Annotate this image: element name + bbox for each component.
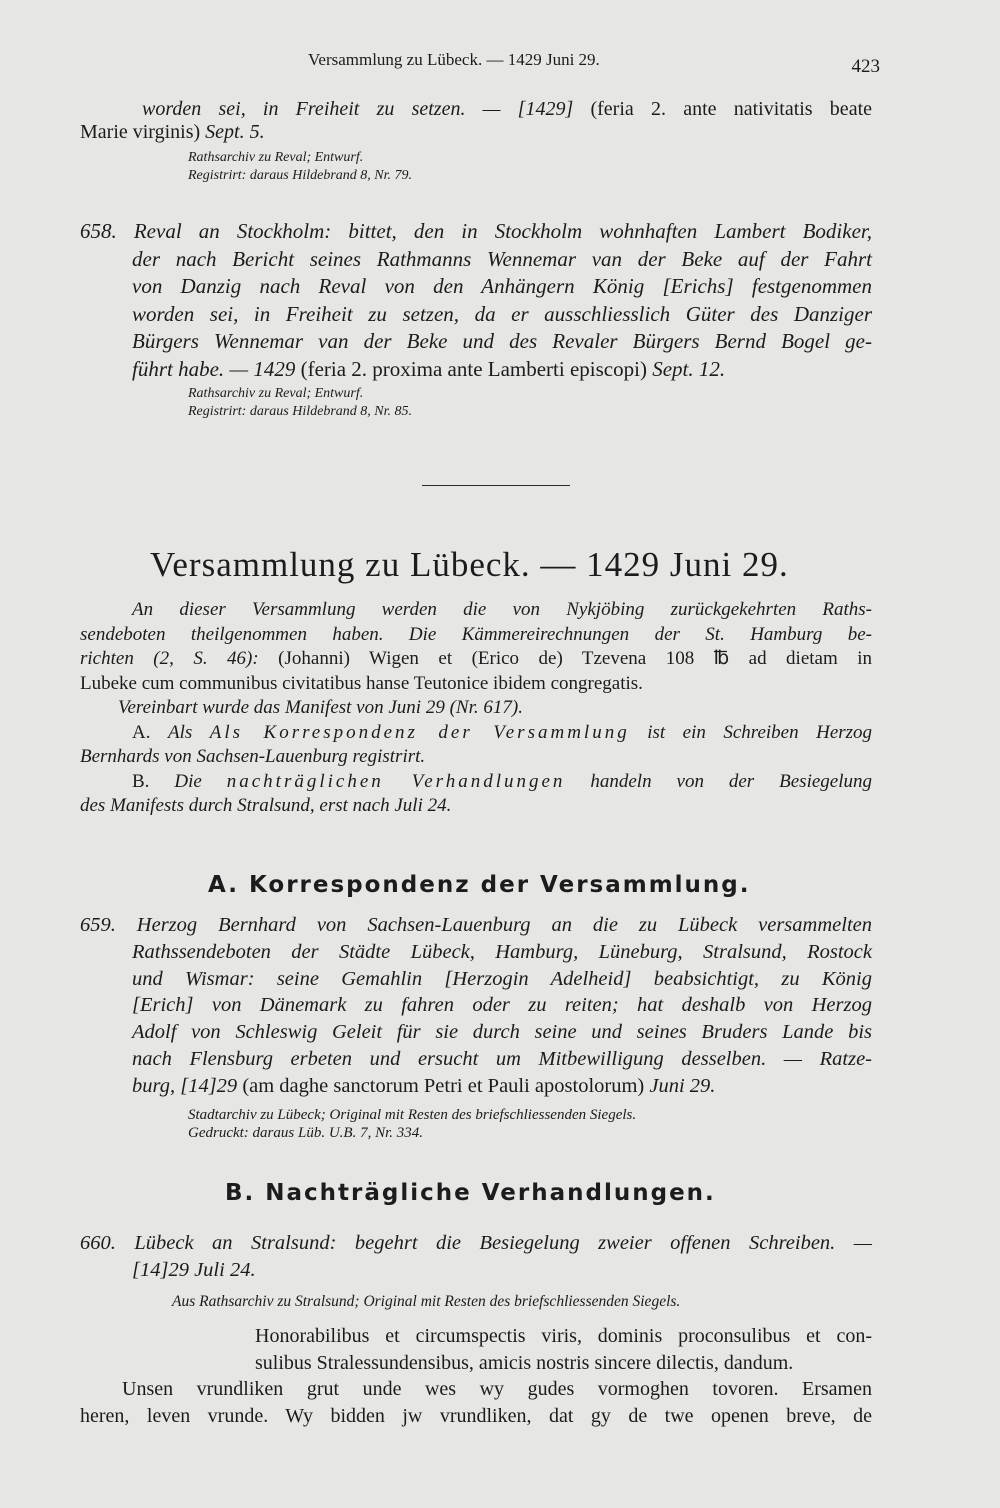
intro-line: des Manifests durch Stralsund, erst nach Juli 24.	[80, 795, 452, 816]
source-line: Stadtarchiv zu Lübeck; Original mit Resten des briefschliessenden Siegels.	[188, 1107, 637, 1123]
source-line: Registrirt: daraus Hildebrand 8, Nr. 85.	[188, 404, 413, 419]
letter-line: heren, leven vrunde. Wy bidden jw vrundliken, dat gy de twe openen breve, de	[80, 1404, 872, 1427]
intro-line: Bernhards von Sachsen-Lauenburg registrirt.	[80, 746, 426, 767]
doc-line: Reval an Stockholm: bittet, den in Stockholm wohnhaften Lambert Bodiker,	[133, 219, 872, 243]
running-title: Versammlung zu Lübeck. — 1429 Juni 29.	[308, 50, 600, 69]
intro-line: Lubeke cum communibus civitatibus hanse Teutonice ibidem congregatis.	[80, 672, 643, 694]
text-roman: (Johanni) Wigen et (Erico de) Tzevena 108 ℔ ad dietam in	[278, 648, 872, 669]
doc-line: von Danzig nach Reval von den Anhängern König [Erichs] festgenommen	[132, 274, 872, 298]
doc-number: 658.	[80, 219, 117, 243]
text-roman: (feria 2. proxima ante Lamberti episcopi)	[300, 356, 647, 381]
source-note	[188, 385, 412, 421]
doc-number: 659.	[80, 914, 116, 936]
doc-line: burg, [14]29	[132, 1074, 238, 1097]
source-note	[172, 1293, 680, 1311]
text-italic: worden sei, in Freiheit zu setzen. — [1429]	[142, 98, 574, 120]
section-heading-a: A. Korrespondenz der Versammlung.	[208, 872, 751, 898]
source-note	[188, 149, 412, 185]
intro-line: sendeboten theilgenommen haben. Die Kämmereirechnungen der St. Hamburg be-	[80, 623, 872, 645]
text-italic: ist ein Schreiben Herzog	[647, 721, 873, 743]
letter-line: Unsen vrundliken grut unde wes wy gudes vormoghen tovoren. Ersamen	[122, 1378, 872, 1400]
section-heading-b: B. Nachträgliche Verhandlungen.	[225, 1180, 716, 1206]
doc-line: und Wismar: seine Gemahlin [Herzogin Adelheid] beabsichtigt, zu König	[132, 967, 872, 990]
letter-line: sulibus Stralessundensibus, amicis nostris sincere dilectis, dandum.	[255, 1351, 794, 1374]
document-658	[80, 218, 872, 383]
continuation-text	[80, 98, 872, 144]
source-line: Registrirt: daraus Hildebrand 8, Nr. 79.	[188, 168, 413, 183]
doc-line: Bürgers Wennemar van der Beke und des Revaler Bürgers Bernd Bogel ge-	[132, 329, 872, 353]
page-number: 423	[851, 56, 880, 77]
divider-rule	[422, 485, 570, 486]
doc-line: Adolf von Schleswig Geleit für sie durch seine und seines Bruders Lande bis	[132, 1021, 872, 1044]
doc-line: [14]29 Juli 24.	[132, 1259, 256, 1281]
doc-line: Lübeck an Stralsund: begehrt die Besiegelung zweier offenen Schreiben. —	[134, 1232, 873, 1254]
spaced-term: nachträglichen Verhandlungen	[226, 770, 566, 792]
source-line: Rathsarchiv zu Reval; Entwurf.	[188, 150, 364, 165]
assembly-title: Versammlung zu Lübeck. — 1429 Juni 29.	[150, 545, 789, 584]
source-line: Gedruckt: daraus Lüb. U.B. 7, Nr. 334.	[188, 1125, 423, 1141]
doc-line: Rathssendeboten der Städte Lübeck, Hamburg, Lüneburg, Stralsund, Rostock	[132, 940, 872, 963]
intro-line: An dieser Versammlung werden die von Nykjöbing zurückgekehrten Raths-	[132, 599, 872, 620]
date-italic: Sept. 5.	[205, 121, 265, 143]
doc-line: Herzog Bernhard von Sachsen-Lauenburg an die zu Lübeck versammelten	[136, 914, 872, 936]
doc-line: der nach Bericht seines Rathmanns Wennemar van der Beke auf der Fahrt	[132, 246, 872, 271]
text-italic: richten (2, S. 46):	[80, 648, 259, 669]
doc-number: 660.	[80, 1232, 116, 1254]
doc-line: führt habe. — 1429	[132, 356, 296, 381]
document-659	[80, 912, 872, 1100]
source-line: Rathsarchiv zu Reval; Entwurf.	[188, 386, 364, 401]
text-roman: Marie virginis)	[80, 121, 201, 143]
date-italic: Juni 29.	[649, 1074, 716, 1097]
assembly-intro: An dieser Versammlung werden die von Nykjöbing zurückgekehrten Raths- sendeboten theilgenommen haben. Die Kämmereirechnungen der St. Hamburg be- richten (2, S. 46): (Johanni) Wigen et (Erico de) Tzevena 108 ℔ ad dietam in Lubeke cum communibus civitatibus hanse Teutonice ibidem congregatis. Vereinbart wurde das Manifest von Juni 29 (Nr. 617). A. Als Als Korrespondenz der Versammlung ist ein Schreiben Herzog Bernhards von Sachsen-Lauenburg registrirt. B. Die nachträglichen Verhandlungen handeln von der Besiegelung des Manifests durch Stralsund, erst nach Juli 24.	[80, 598, 872, 819]
document-660	[80, 1230, 872, 1284]
source-note	[188, 1106, 636, 1142]
section-letter: B.	[132, 770, 150, 792]
intro-line: Vereinbart wurde das Manifest von Juni 29 (Nr. 617).	[118, 697, 523, 718]
letter-line: Honorabilibus et circumspectis viris, dominis proconsulibus et con-	[255, 1325, 872, 1347]
text-roman: (feria 2. ante nativitatis beate	[590, 98, 872, 120]
text-roman: (am daghe sanctorum Petri et Pauli apostolorum)	[242, 1074, 645, 1097]
text-italic: Die	[174, 770, 202, 792]
doc-line: worden sei, in Freiheit zu setzen, da er ausschliesslich Güter des Danziger	[132, 301, 872, 326]
source-line: Aus Rathsarchiv zu Stralsund; Original mit Resten des briefschliessenden Siegels.	[172, 1293, 681, 1310]
spaced-term: Als Korrespondenz der Versammlung	[209, 721, 630, 743]
doc-line: nach Flensburg erbeten und ersucht um Mitbewilligung desselben. — Ratze-	[132, 1047, 872, 1070]
doc-line: [Erich] von Dänemark zu fahren oder zu reiten; hat deshalb von Herzog	[132, 994, 872, 1017]
letter-body	[80, 1323, 872, 1429]
text-italic: handeln von der Besiegelung	[590, 770, 872, 792]
section-letter: A.	[132, 721, 151, 743]
date-italic: Sept. 12.	[652, 356, 726, 381]
